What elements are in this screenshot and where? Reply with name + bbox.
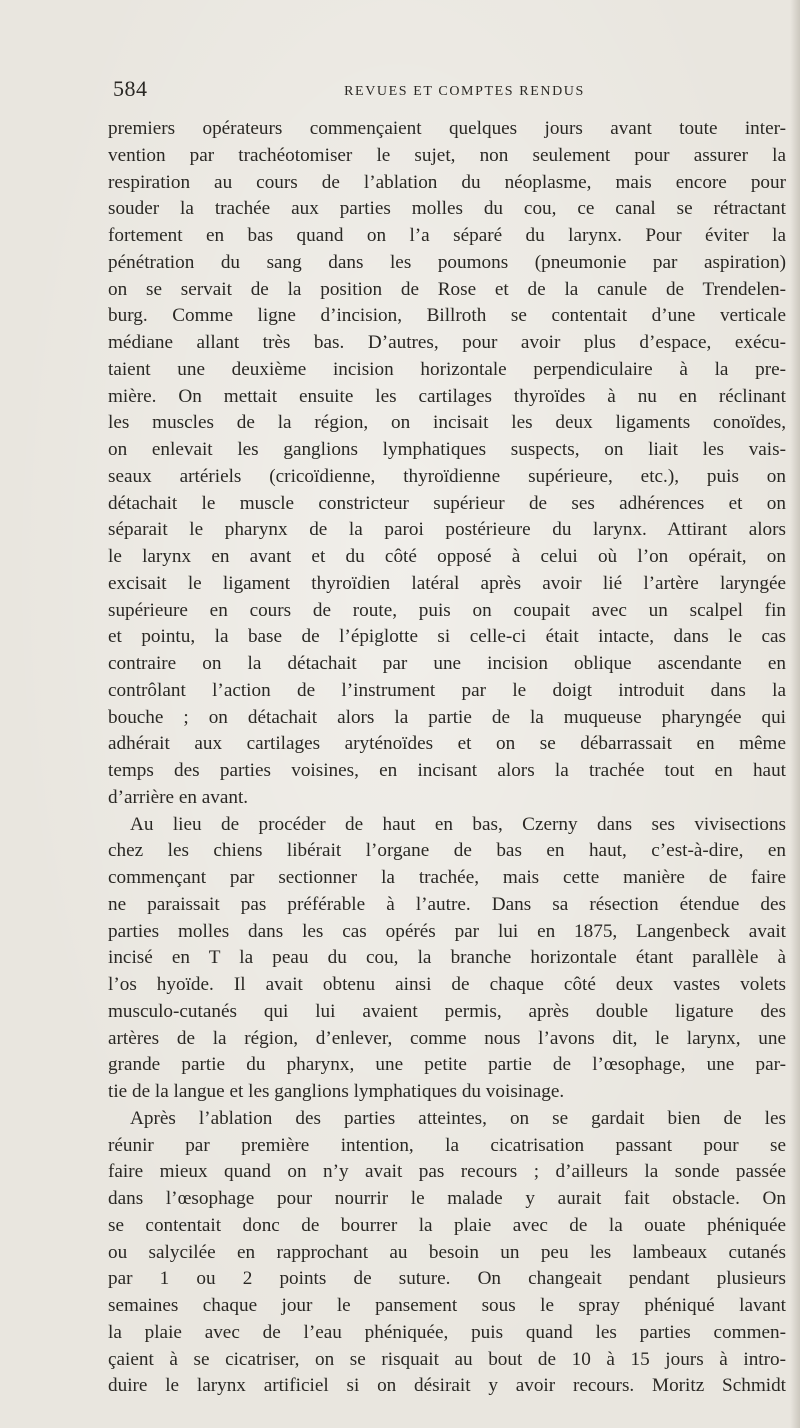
page-edge-shadow <box>790 0 800 1428</box>
text-line: médiane allant très bas. D’autres, pour avoir plus d’espace, exécu- <box>108 332 786 353</box>
text-line: artères de la région, d’enlever, comme nous l’avons dit, le larynx, une <box>108 1027 786 1049</box>
text-line: ne paraissait pas préférable à l’autre. Dans sa résection étendue des <box>108 893 786 915</box>
text-line: duire le larynx artificiel si on désirait y avoir recours. Moritz Schmidt <box>108 1375 786 1397</box>
text-line: se contentait donc de bourrer la plaie avec de la ouate phéniquée <box>108 1214 786 1236</box>
text-line: souder la trachée aux parties molles du cou, ce canal se rétractant <box>108 198 786 220</box>
text-line: Après l’ablation des parties atteintes, on se gardait bien de les <box>130 1107 786 1129</box>
text-line: fortement en bas quand on l’a séparé du larynx. Pour éviter la <box>108 225 786 246</box>
text-line: taient une deuxième incision horizontale perpendiculaire à la pre- <box>108 358 786 380</box>
text-line: premiers opérateurs commençaient quelques jours avant toute inter- <box>108 118 786 139</box>
text-line: adhérait aux cartilages aryténoïdes et on se débarrassait en même <box>108 733 786 755</box>
text-line: excisait le ligament thyroïdien latéral après avoir lié l’artère laryngée <box>108 572 786 594</box>
text-line: détachait le muscle constricteur supérieur de ses adhérences et on <box>108 492 786 514</box>
text-line: et pointu, la base de l’épiglotte si celle-ci était intacte, dans le cas <box>108 626 786 648</box>
text-line: burg. Comme ligne d’incision, Billroth se contentait d’une verticale <box>108 305 786 327</box>
text-line: temps des parties voisines, en incisant alors la trachée tout en haut <box>108 760 786 781</box>
running-head: REVUES ET COMPTES RENDUS <box>344 84 585 99</box>
text-line: dans l’œsophage pour nourrir le malade y aurait fait obstacle. On <box>108 1188 786 1209</box>
text-line: chez les chiens libérait l’organe de bas en haut, c’est-à-dire, en <box>108 840 786 862</box>
text-line: les muscles de la région, on incisait les deux ligaments conoïdes, <box>108 412 786 434</box>
text-line: commençant par sectionner la trachée, mais cette manière de faire <box>108 867 786 888</box>
text-line: bouche ; on détachait alors la partie de la muqueuse pharyngée qui <box>108 706 786 728</box>
text-line: on enlevait les ganglions lymphatiques suspects, on liait les vais- <box>108 439 786 460</box>
text-line: le larynx en avant et du côté opposé à celui où l’on opérait, on <box>108 546 786 567</box>
text-line: semaines chaque jour le pansement sous le spray phéniqué lavant <box>108 1295 786 1316</box>
text-line: çaient à se cicatriser, on se risquait au bout de 10 à 15 jours à intro- <box>108 1348 786 1370</box>
text-line: musculo-cutanés qui lui avaient permis, après double ligature des <box>108 1000 786 1022</box>
page-number: 584 <box>113 76 148 101</box>
text-line: respiration au cours de l’ablation du néoplasme, mais encore pour <box>108 171 786 193</box>
text-line: on se servait de la position de Rose et de la canule de Trendelen- <box>108 278 786 300</box>
text-line: faire mieux quand on n’y avait pas recours ; d’ailleurs la sonde passée <box>108 1161 786 1183</box>
text-line: vention par trachéotomiser le sujet, non seulement pour assurer la <box>108 144 786 166</box>
text-line: ou salycilée en rapprochant au besoin un peu les lambeaux cutanés <box>108 1241 786 1263</box>
text-line: d’arrière en avant. <box>108 786 249 808</box>
text-line: supérieure en cours de route, puis on coupait avec un scalpel fin <box>108 599 786 621</box>
text-line: pénétration du sang dans les poumons (pneumonie par aspiration) <box>108 251 786 273</box>
text-line: tie de la langue et les ganglions lymphatiques du voisinage. <box>108 1081 565 1102</box>
page-header <box>113 76 786 106</box>
body-text <box>108 116 786 1400</box>
text-line: mière. On mettait ensuite les cartilages thyroïdes à nu en réclinant <box>108 385 786 407</box>
text-line: l’os hyoïde. Il avait obtenu ainsi de chaque côté deux vastes volets <box>108 974 786 995</box>
text-line: contrôlant l’action de l’instrument par le doigt introduit dans la <box>108 679 786 701</box>
text-line: contraire on la détachait par une incision oblique ascendante en <box>108 653 786 674</box>
text-line: réunir par première intention, la cicatrisation passant pour se <box>108 1134 786 1156</box>
text-line: séparait le pharynx de la paroi postérieure du larynx. Attirant alors <box>108 519 786 541</box>
text-line: grande partie du pharynx, une petite partie de l’œsophage, une par- <box>108 1054 786 1076</box>
text-line: la plaie avec de l’eau phéniquée, puis quand les parties commen- <box>108 1321 786 1343</box>
text-line: par 1 ou 2 points de suture. On changeait pendant plusieurs <box>108 1268 786 1290</box>
text-line: Au lieu de procéder de haut en bas, Czerny dans ses vivisections <box>130 813 786 835</box>
text-line: seaux artériels (cricoïdienne, thyroïdienne supérieure, etc.), puis on <box>108 465 786 487</box>
text-line: incisé en T la peau du cou, la branche horizontale étant parallèle à <box>108 947 786 969</box>
text-line: parties molles dans les cas opérés par lui en 1875, Langenbeck avait <box>108 920 786 942</box>
